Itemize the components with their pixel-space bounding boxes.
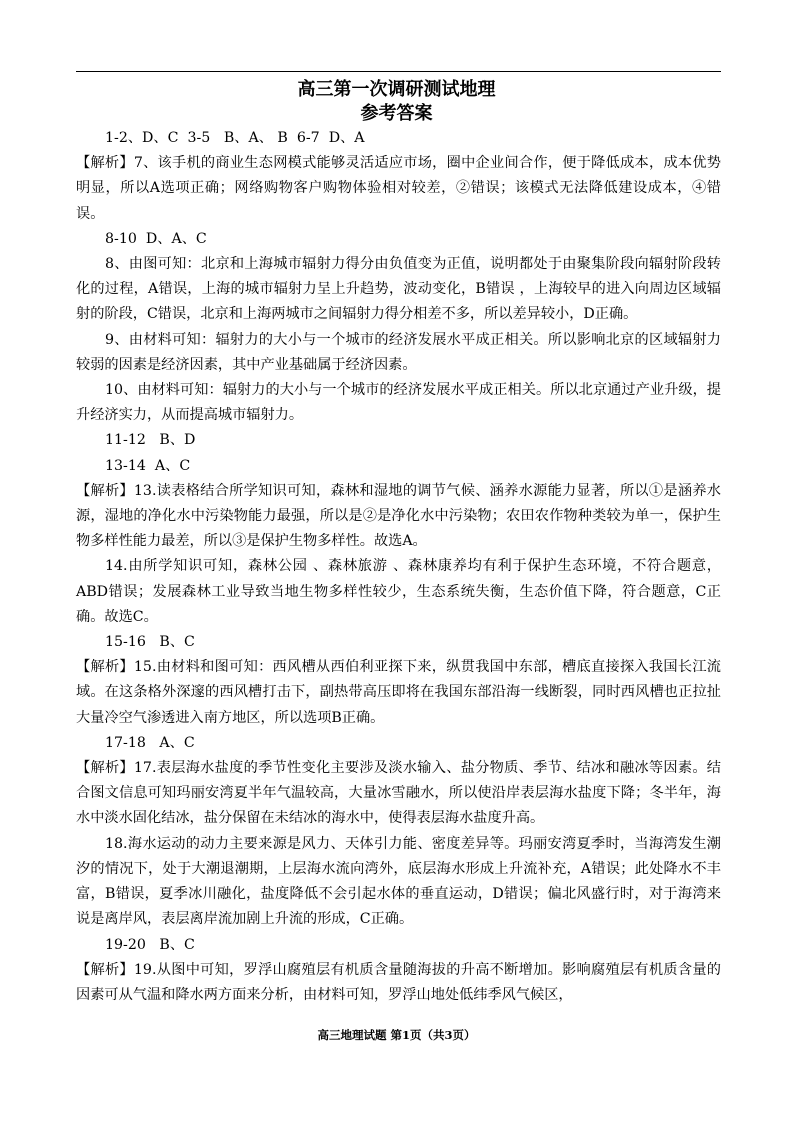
page-subtitle: 参考答案 (360, 103, 433, 124)
answer-line-19-20: 19-20 B、C (105, 936, 195, 953)
answer-line-1-7: 1-2、D、C 3-5 B、A、 B 6-7 D、A (105, 130, 365, 146)
explanation-17: 【解析】17.表层海水盐度的季节性变化主要涉及淡水输入、盐分物质、季节、结冰和融冰等因素。结合图文信息可知玛丽安湾夏半年气温较高，大量冰雪融水，所以使沿岸表层海水盐度下降；冬半年，海水中淡水固化结冰，盐分保留在未结冰的海水中，使得表层海水盐度升高。 (76, 760, 721, 827)
answer-line-13-14: 13-14 A、C (105, 457, 191, 474)
page-footer: 高三地理试题 第1页（共3页） (317, 1028, 476, 1042)
explanation-7: 【解析】7、该手机的商业生态网模式能够灵活适应市场，圈中企业间合作，便于降低成本，成本优势明显，所以A选项正确；网络购物客户购物体验相对较差，②错误；该模式无法降低建设成本，④错误。 (76, 155, 721, 222)
explanation-8: 8、由图可知：北京和上海城市辐射力得分由负值变为正值，说明都处于由聚集阶段向辐射阶段转化的过程，A错误，上海的城市辐射力呈上升趋势，波动变化，B错误 ，上海较早的进入向周边区域辐射的阶段，C错误，北京和上海两城市之间辐射力得分相差不多，所以差异较小，D正确。 (76, 256, 721, 323)
header-rule (76, 71, 721, 72)
explanation-18: 18.海水运动的动力主要来源是风力、天体引力能、密度差异等。玛丽安湾夏季时，当海湾发生潮汐的情况下，处于大潮退潮期，上层海水流向湾外，底层海水形成上升流补充，A错误；此处降水不丰富，B错误，夏季冰川融化，盐度降低不会引起水体的垂直运动，D错误；偏北风盛行时，对于海湾来说是离岸风，表层离岸流加剧上升流的形成，C正确。 (76, 835, 721, 928)
answer-line-8-10: 8-10 D、A、C (105, 230, 207, 247)
answer-line-11-12: 11-12 B、D (105, 432, 196, 449)
explanation-9: 9、由材料可知：辐射力的大小与一个城市的经济发展水平成正相关。所以影响北京的区域辐射力较弱的因素是经济因素，其中产业基础属于经济因素。 (76, 331, 721, 373)
page-title: 高三第一次调研测试地理 (297, 79, 496, 100)
explanation-10: 10、由材料可知：辐射力的大小与一个城市的经济发展水平成正相关。所以北京通过产业升级，提升经济实力，从而提高城市辐射力。 (76, 382, 721, 424)
explanation-19: 【解析】19.从图中可知，罗浮山腐殖层有机质含量随海拔的升高不断增加。影响腐殖层有机质含量的因素可从气温和降水两方面来分析，由材料可知，罗浮山地处低纬季风气候区， (76, 961, 721, 1003)
answer-line-17-18: 17-18 A、C (105, 734, 195, 751)
explanation-15: 【解析】15.由材料和图可知：西风槽从西伯利亚探下来，纵贯我国中东部，槽底直接探入我国长江流域。在这条格外深邃的西风槽打击下，副热带高压即将在我国东部沿海一线断裂，同时西风槽也正拉扯大量冷空气渗透进入南方地区，所以选项B正确。 (76, 659, 721, 726)
answer-line-15-16: 15-16 B、C (105, 634, 195, 651)
explanation-13: 【解析】13.读表格结合所学知识可知，森林和湿地的调节气候、涵养水源能力显著，所以①是涵养水源，湿地的净化水中污染物能力最强，所以是②是净化水中污染物；农田农作物种类较为单一，保护生物多样性能力最差，所以③是保护生物多样性。故选A。 (76, 482, 721, 550)
answer-body (76, 126, 721, 1008)
explanation-14: 14.由所学知识可知，森林公园 、森林旅游 、森林康养均有利于保护生态环境，不符合题意，ABD错误；发展森林工业导致当地生物多样性较少，生态系统失衡，生态价值下降，符合题意，C正确。故选C。 (76, 558, 721, 625)
